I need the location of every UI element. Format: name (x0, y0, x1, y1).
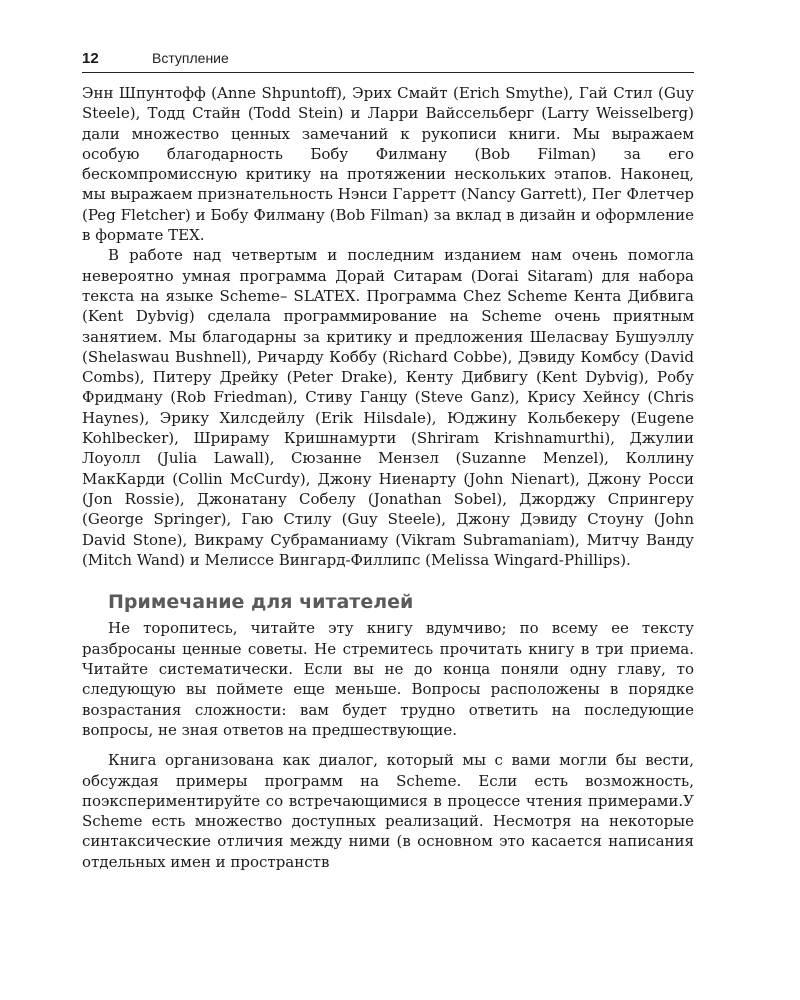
paragraph: В работе над четвертым и последним изданием нам очень помогла невероятно умная программа Дорай Ситарам (Dorai Sitaram) для набора текста на языке Scheme– SLATEX. Программа Chez Scheme Кента Дибвига (Kent Dybvig) сделала программирование на Scheme очень приятным занятием. Мы благодарны за критику и предложения Шеласвау Бушуэллу (Shelaswau Bushnell), Ричарду Коббу (Richard Cobbe), Дэвиду Комбсу (David Combs), Питеру Дрейку (Peter Drake), Кенту Дибвигу (Kent Dybvig), Робу Фридману (Rob Friedman), Стиву Ганцу (Steve Ganz), Крису Хейнсу (Chris Haynes), Эрику Хилсдейлу (Erik Hilsdale), Юджину Кольбекеру (Eugene Kohlbecker), Шрираму Кришнамурти (Shriram Krishnamurthi), Джулии Лоуолл (Julia Lawall), Сюзанне Мензел (Suzanne Menzel), Коллину МакКарди (Collin McCurdy), Джону Ниенарту (John Nienart), Джону Росси (Jon Rossie), Джонатану Собелу (Jonathan Sobel), Джорджу Спрингеру (George Springer), Гаю Стилу (Guy Steele), Джону Дэвиду Стоуну (John David Stone), Викраму Субраманиаму (Vikram Subramaniam), Митчу Ванду (Mitch Wand) и Мелиссе Вингард-Филлипс (Melissa Wingard-Phillips). (82, 246, 694, 569)
page-number: 12 (82, 50, 99, 67)
book-page (82, 50, 694, 872)
paragraph: Книга организована как диалог, который мы с вами могли бы вести, обсуждая примеры программ на Scheme. Если есть возможность, поэкспериментируйте со встречающимися в процессе чтения примерами.У Scheme есть множество доступных реализаций. Несмотря на некоторые синтаксические отличия между ними (в основном это касается написания отдельных имен и пространств (82, 751, 694, 871)
paragraph: Не торопитесь, читайте эту книгу вдумчиво; по всему ее тексту разбросаны ценные советы. Не стремитесь прочитать книгу в три приема. Читайте систематически. Если вы не до конца поняли одну главу, то следующую вы поймете еще меньше. Вопросы расположены в порядке возрастания сложности: вам будет трудно ответить на последующие вопросы, не зная ответов на предшествующие. (82, 619, 694, 739)
running-header (82, 50, 694, 73)
main-text (82, 83, 694, 872)
running-section-title: Вступление (152, 50, 229, 66)
paragraph: Энн Шпунтофф (Anne Shpuntoff), Эрих Смайт (Erich Smythe), Гай Стил (Guy Steele), Тодд Стайн (Todd Stein) и Ларри Вайссельберг (Larry Weisselberg) дали множество ценных замечаний к рукописи книги. Мы выражаем особую благодарность Бобу Филману (Bob Filman) за его бескомпромиссную критику на протяжении нескольких этапов. Наконец, мы выражаем признательность Нэнси Гарретт (Nancy Garrett), Пег Флетчер (Peg Fletcher) и Бобу Филману (Bob Filman) за вклад в дизайн и оформление в формате TEX. (82, 84, 694, 245)
section-heading: Примечание для читателей (108, 591, 414, 614)
